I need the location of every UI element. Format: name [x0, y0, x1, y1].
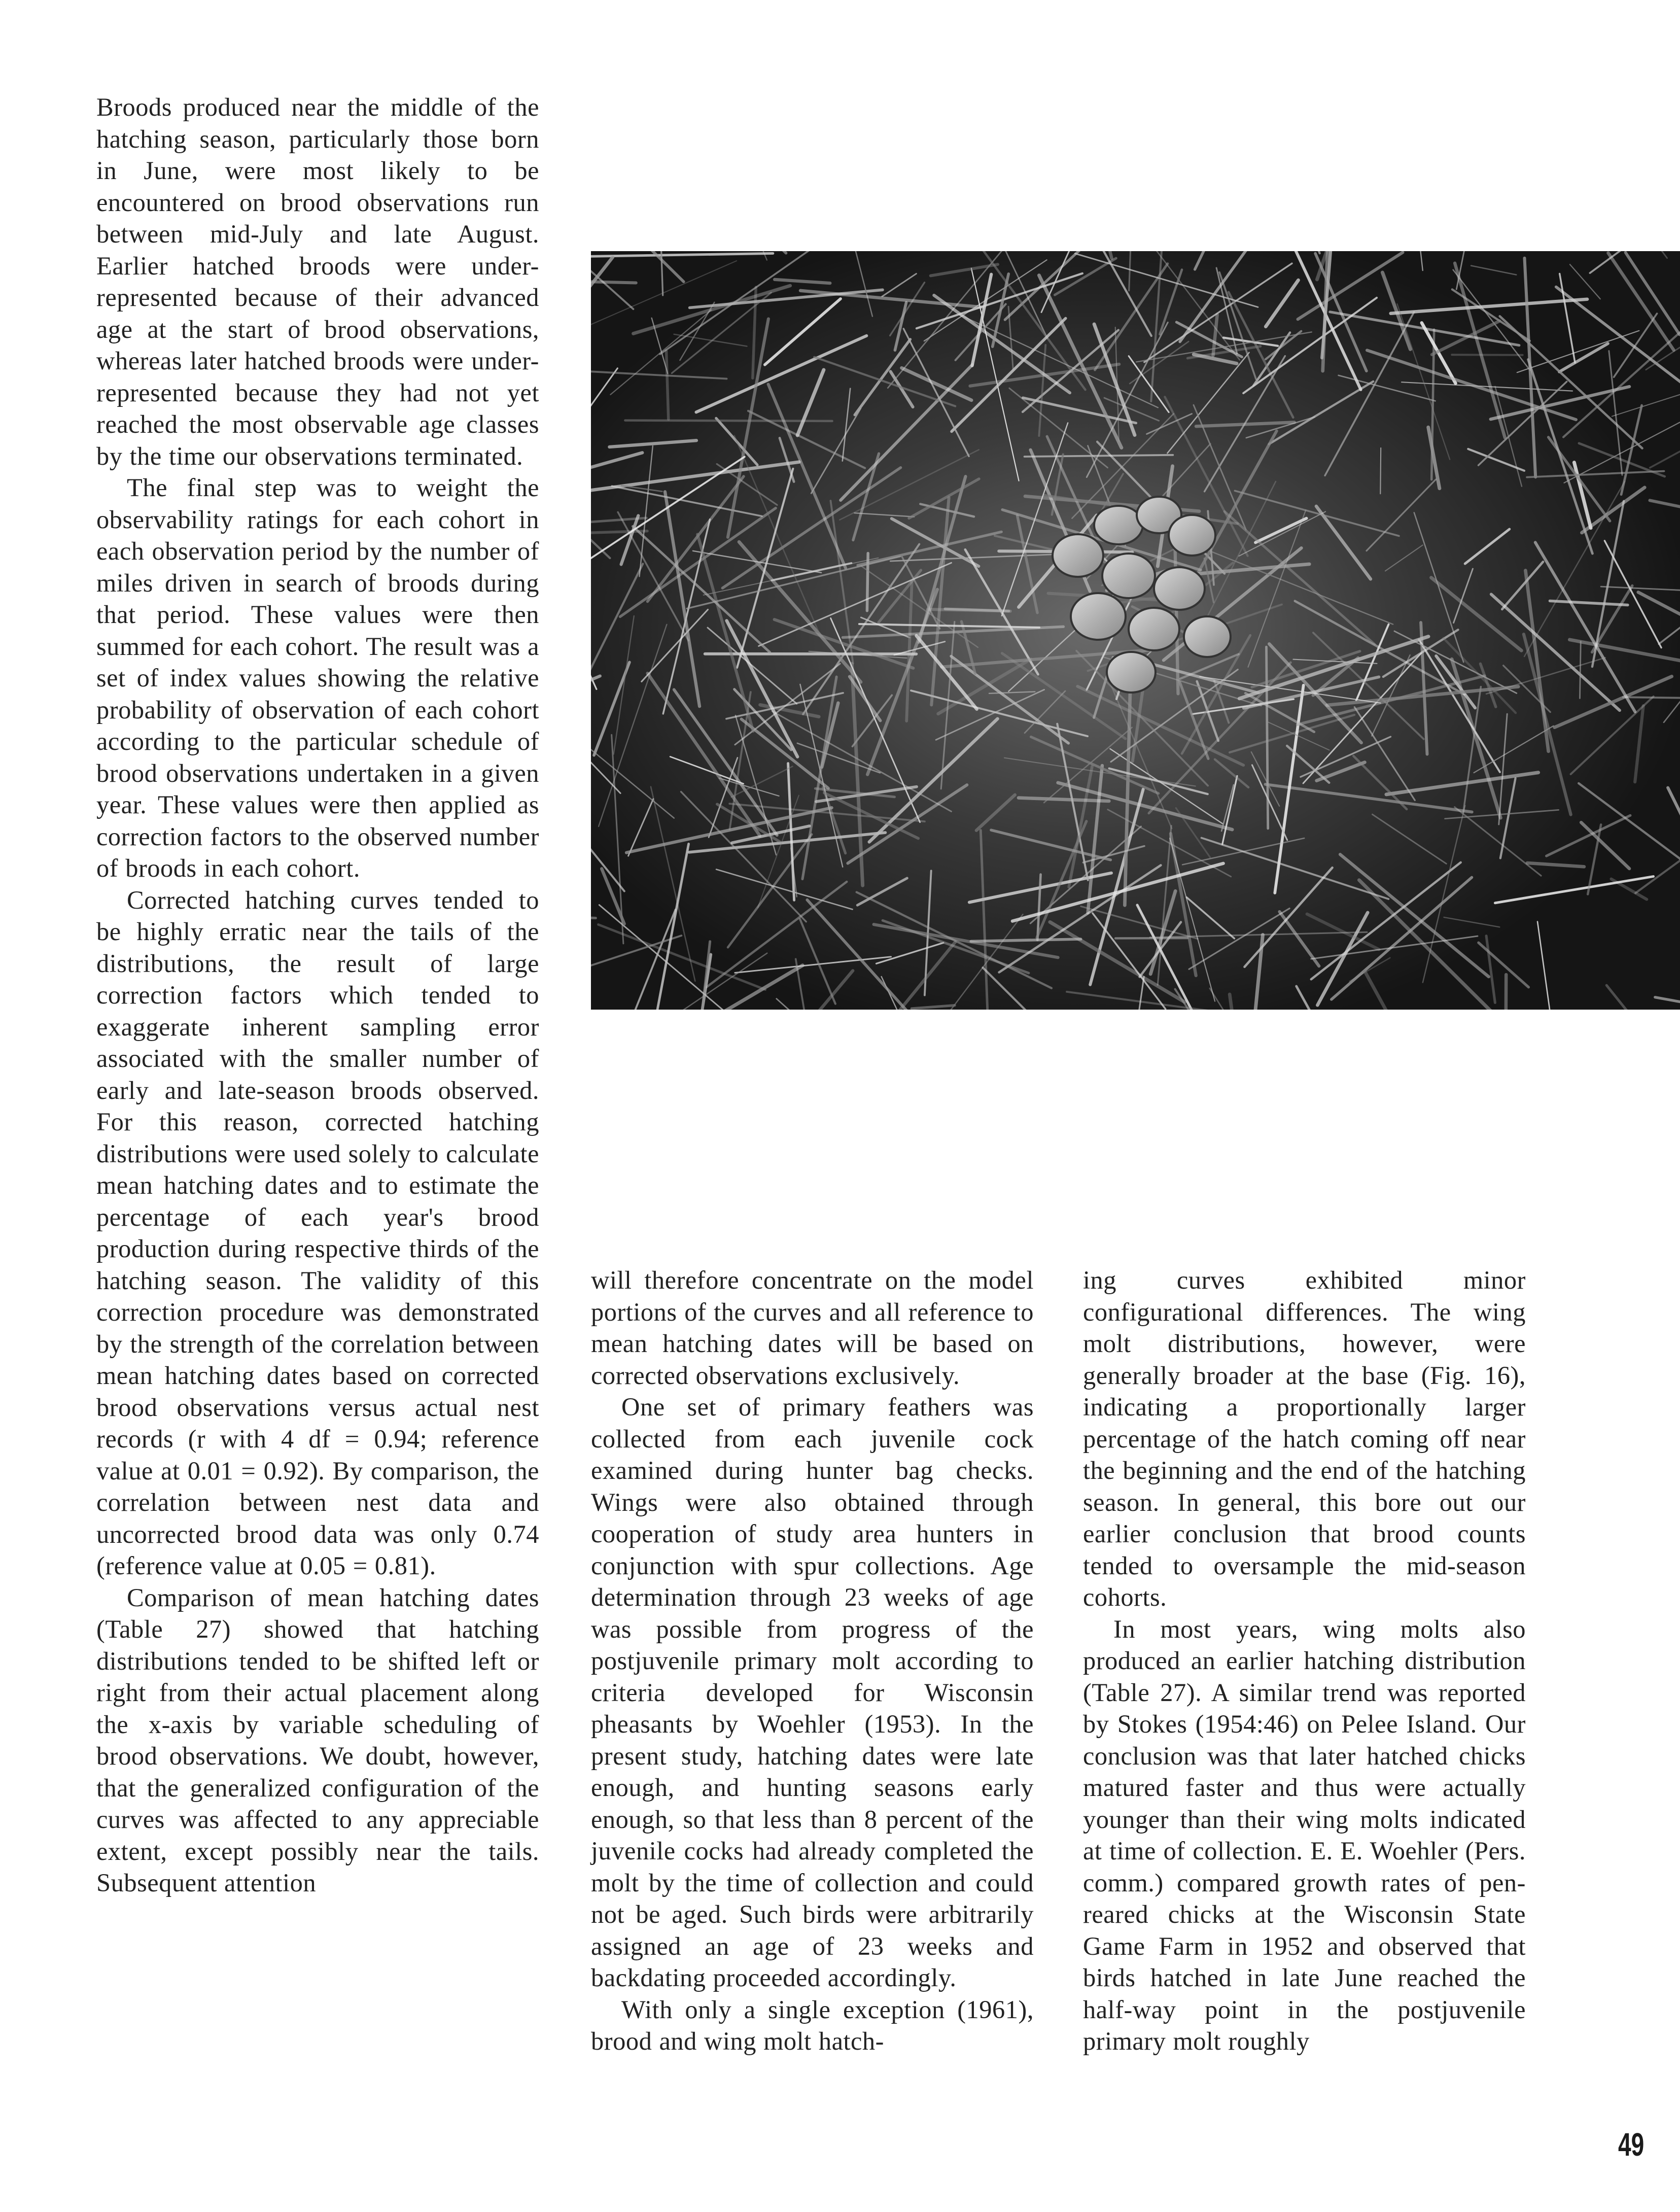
egg-shell	[1094, 506, 1143, 544]
egg-shell	[1071, 593, 1126, 640]
grass-blade	[1267, 647, 1268, 828]
egg-shell	[1102, 554, 1155, 598]
paragraph: Corrected hatching curves tended to be highly erratic near the tails of the distributions, the result of large correction factors which tended to exaggerate inherent sampling error associated with the smaller number of early and late-season broods observed. For this reason, corrected hatching distributions were used solely to calculate mean hatching dates and to estimate the percentage of each year's brood production during respective thirds of the hatching season. The validity of this correction procedure was demonstrated by the strength of the correlation between mean hatching dates based on corrected brood observations versus actual nest records (r with 4 df = 0.94; reference value at 0.01 = 0.92). By comparison, the correlation between nest data and uncorrected brood data was only 0.74 (reference value at 0.05 = 0.81).	[96, 885, 539, 1580]
egg-shell	[1129, 608, 1179, 650]
text-column-middle	[591, 1264, 1034, 2057]
grass-blade	[1623, 697, 1680, 698]
text-column-right	[1083, 1264, 1526, 2057]
paragraph: The final step was to weight the observability ratings for each cohort in each observation period by the number of miles driven in search of broods during that period. These values were then summed for each cohort. The result was a set of index values showing the relative probability of observation of each cohort according to the particular schedule of brood observations undertaken in a given year. These values were then applied as correction factors to the observed number of broods in each cohort.	[96, 473, 539, 882]
egg-shell	[1053, 534, 1103, 577]
paragraph: Comparison of mean hatching dates (Table 27) showed that hatching distributions tended to be shifted left or right from their actual placement along the x-axis by variable scheduling of brood observations. We doubt, however, that the generalized configuration of the curves was affected to any appreciable extent, except possibly near the tails. Subsequent attention	[96, 1583, 539, 1897]
text-column-left	[96, 91, 539, 1899]
paragraph: Broods produced near the middle of the hatching season, particularly those born in June, were most likely to be encountered on brood observations run between mid-July and late August. Earlier hatched broods were under-represented because of their advanced age at the start of brood observations, whereas later hatched broods were under-represented because they had not yet reached the most observable age classes by the time our observations terminated.	[96, 93, 539, 470]
paragraph: ing curves exhibited minor configurational differences. The wing molt distributions, however, were generally broader at the base (Fig. 16), indicating a proportionally larger percentage of the hatch coming off near the beginning and the end of the hatching season. In general, this bore out our earlier conclusion that brood counts tended to oversample the mid-season cohorts.	[1083, 1266, 1526, 1611]
grass-blade	[1580, 641, 1581, 698]
nest-photograph	[591, 251, 1680, 1010]
page-number: 49	[1618, 2126, 1644, 2163]
grass-blade	[1380, 448, 1381, 494]
paragraph: will therefore concentrate on the model portions of the curves and all reference to mean hatching dates will be based on corrected observations exclusively.	[591, 1266, 1034, 1390]
paragraph: With only a single exception (1961), brood and wing molt hatch-	[591, 1995, 1034, 2055]
egg-shell	[1107, 652, 1156, 693]
egg-shell	[1169, 515, 1215, 556]
egg-shell	[1184, 616, 1231, 657]
egg-shell	[1154, 567, 1205, 610]
paragraph: One set of primary feathers was collected from each juvenile cock examined during hunter bag checks. Wings were also obtained through cooperation of study area hunters in conjunction with spur collections. Age determination through 23 weeks of age was possible from progress of the postjuvenile primary molt according to criteria developed for Wisconsin pheasants by Woehler (1953). In the present study, hatching dates were late enough, and hunting seasons early enough, so that less than 8 percent of the juvenile cocks had already completed the molt by the time of collection and could not be aged. Such birds were arbitrarily assigned an age of 23 weeks and backdating proceeded accordingly.	[591, 1393, 1034, 1992]
paragraph: In most years, wing molts also produced an earlier hatching distribution (Table 27). A similar trend was reported by Stokes (1954:46) on Pelee Island. Our conclusion was that later hatched chicks matured faster and thus were actually younger than their wing molts indicated at time of collection. E. E. Woehler (Pers. comm.) compared growth rates of pen-reared chicks at the Wisconsin State Game Farm in 1952 and observed that birds hatched in late June reached the half-way point in the postjuvenile primary molt roughly	[1083, 1614, 1526, 2055]
